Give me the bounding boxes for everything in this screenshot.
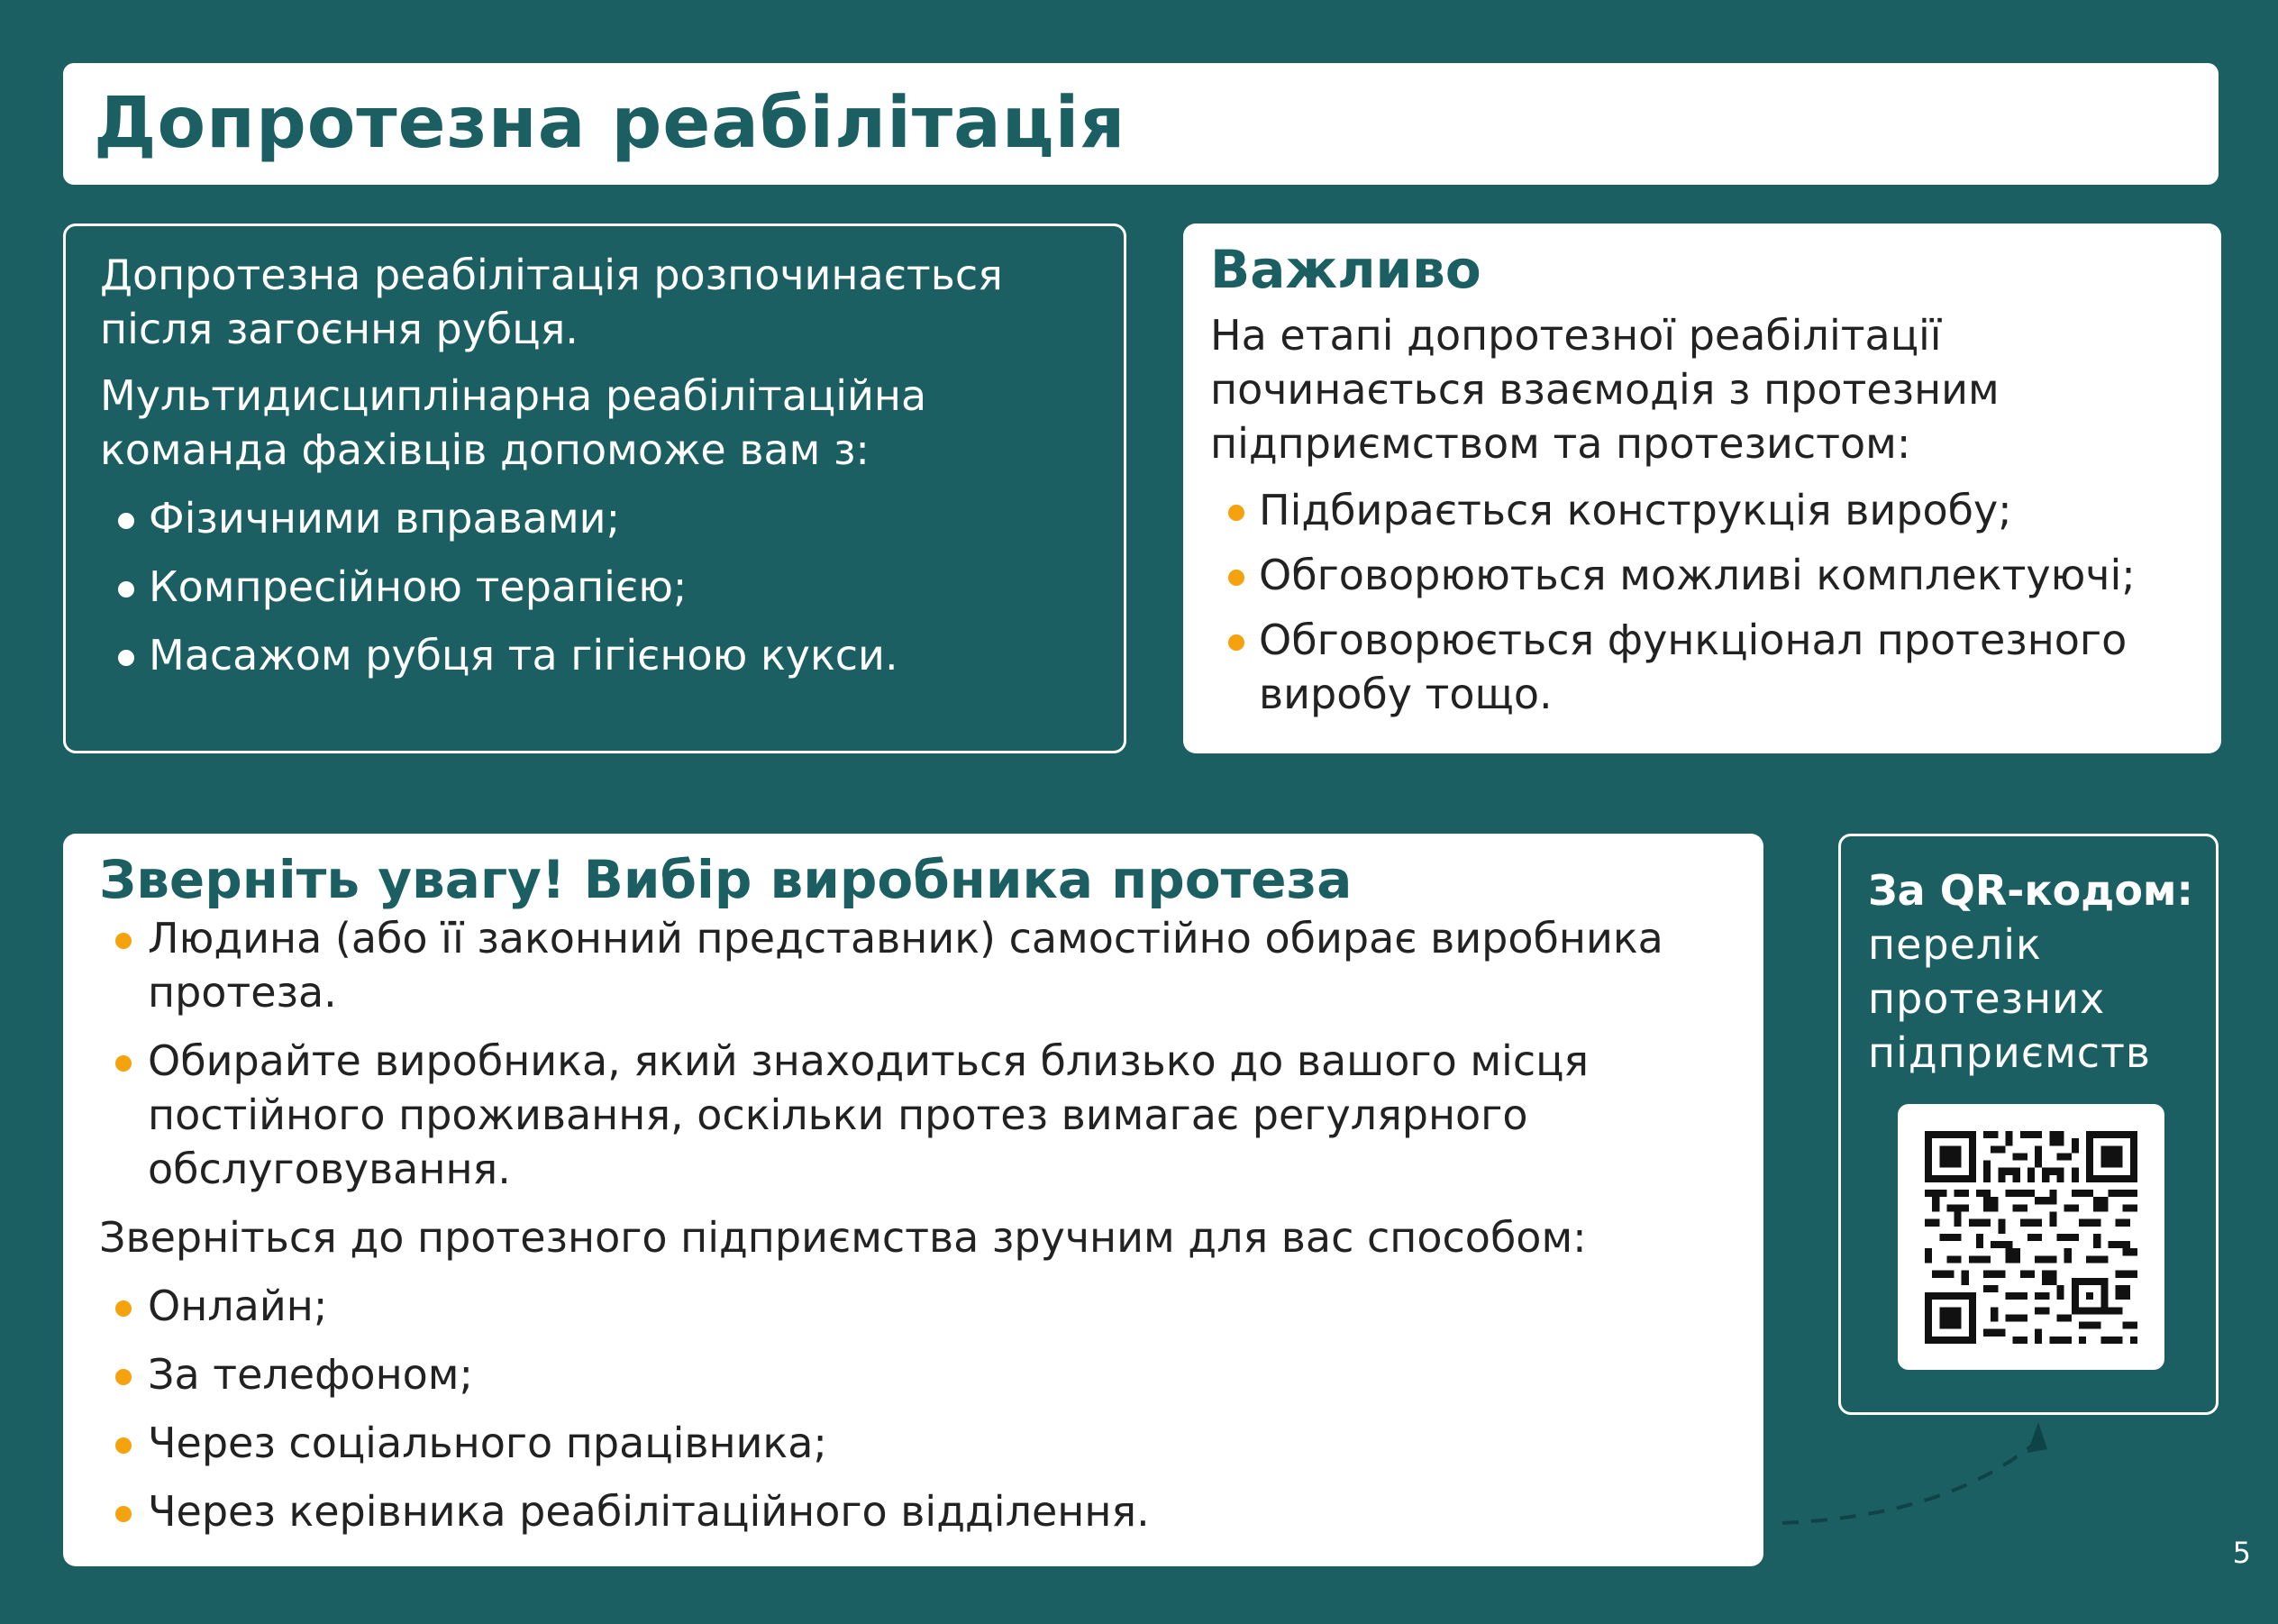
important-heading: Важливо bbox=[1210, 239, 1481, 300]
bullet-icon bbox=[115, 1369, 132, 1385]
important-paragraph: На етапі допротезної реабілітації починається взаємодія з протезним підприємством та протезистом: bbox=[1210, 311, 2000, 468]
list-item: Масажом рубця та гігієною кукси. bbox=[100, 628, 1124, 682]
bullet-icon bbox=[115, 933, 132, 949]
important-list bbox=[1210, 483, 2203, 721]
qr-subtitle-line: протезних bbox=[1868, 974, 2106, 1023]
qr-title: За QR-кодом: bbox=[1868, 866, 2193, 915]
list-item: За телефоном; bbox=[99, 1347, 1745, 1401]
bullet-icon bbox=[118, 513, 134, 529]
team-help-list bbox=[100, 491, 1124, 682]
qr-code[interactable] bbox=[1898, 1104, 2164, 1370]
list-item: Обирайте виробника, який знаходиться близько до вашого місця постійного проживання, оскільки протез вимагає регулярного обслуговування. bbox=[99, 1034, 1745, 1196]
qr-subtitle-line: підприємств bbox=[1868, 1028, 2151, 1077]
list-item: Онлайн; bbox=[99, 1279, 1745, 1333]
important-box bbox=[1183, 224, 2221, 753]
qr-box bbox=[1838, 834, 2219, 1415]
page-title: Допротезна реабілітація bbox=[94, 83, 1126, 164]
bullet-icon bbox=[1228, 505, 1244, 521]
intro-paragraph: Допротезна реабілітація розпочинається після загоєння рубця. bbox=[100, 251, 1003, 353]
list-item: Обговорюється функціонал протезного виробу тощо. bbox=[1210, 613, 2203, 721]
contact-intro: Зверніться до протезного підприємства зручним для вас способом: bbox=[99, 1213, 1587, 1262]
list-item: Через соціального працівника; bbox=[99, 1416, 1745, 1470]
bullet-icon bbox=[118, 650, 134, 666]
list-item: Компресійною терапією; bbox=[100, 560, 1124, 614]
bullet-icon bbox=[1228, 570, 1244, 586]
list-item: Фізичними вправами; bbox=[100, 491, 1124, 545]
contact-methods-list bbox=[99, 1279, 1745, 1538]
manufacturer-list bbox=[99, 911, 1745, 1196]
bullet-icon bbox=[1228, 634, 1244, 651]
list-item: Обговорюються можливі комплектуючі; bbox=[1210, 548, 2203, 602]
bullet-icon bbox=[115, 1300, 132, 1317]
title-bar bbox=[63, 63, 2219, 185]
bullet-icon bbox=[115, 1055, 132, 1072]
list-item: Через керівника реабілітаційного відділення. bbox=[99, 1484, 1745, 1538]
list-item: Людина (або її законний представник) самостійно обирає виробника протеза. bbox=[99, 911, 1745, 1019]
qr-subtitle-line: перелік bbox=[1868, 920, 2042, 969]
bullet-icon bbox=[118, 581, 134, 598]
list-item: Підбирається конструкція виробу; bbox=[1210, 483, 2203, 537]
qr-code-icon bbox=[1925, 1131, 2137, 1344]
bullet-icon bbox=[115, 1437, 132, 1454]
manufacturer-choice-box bbox=[63, 834, 1763, 1566]
manufacturer-heading: Зверніть увагу! Вибір виробника протеза bbox=[99, 849, 1353, 910]
bullet-icon bbox=[115, 1506, 132, 1522]
intro-box bbox=[63, 224, 1126, 753]
dashed-arrow-icon bbox=[1766, 1415, 2055, 1541]
team-paragraph: Мультидисциплінарна реабілітаційна команда фахівців допоможе вам з: bbox=[100, 371, 927, 474]
page-number: 5 bbox=[2232, 1536, 2251, 1570]
